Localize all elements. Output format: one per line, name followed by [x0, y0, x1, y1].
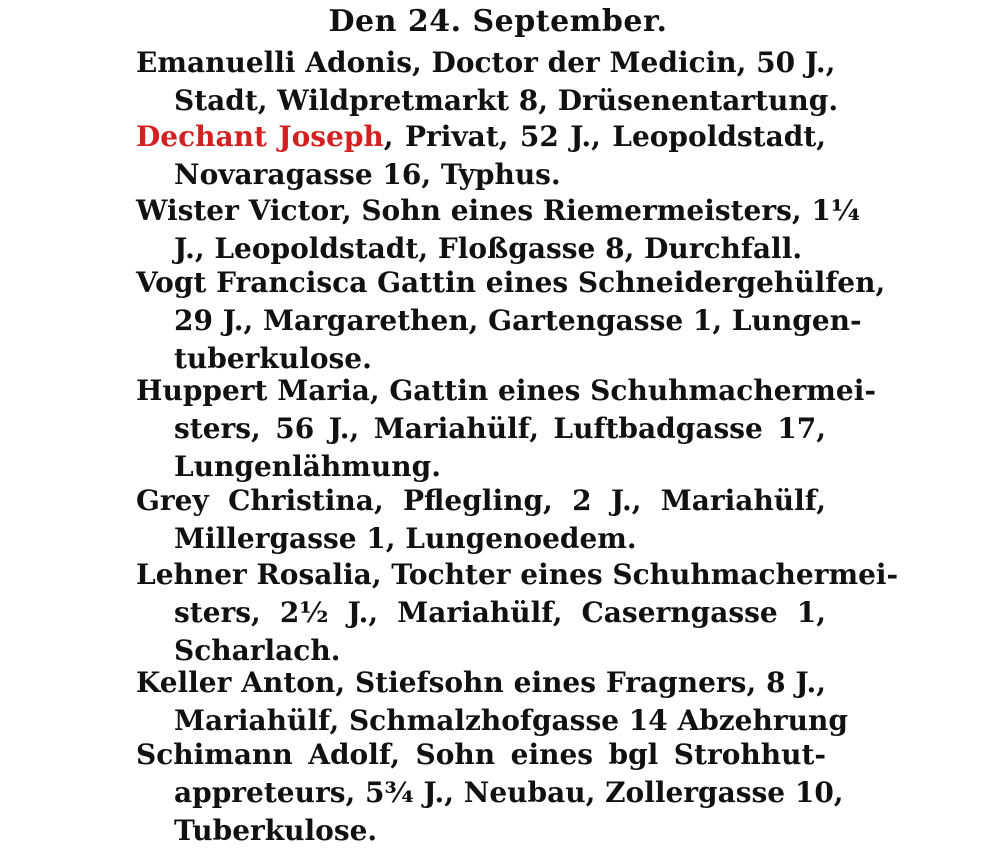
entry-line: Novaragasse 16, Typhus.	[174, 158, 561, 191]
death-record-entry	[136, 664, 848, 740]
entry-text: , Tochter eines Schuhmachermei-	[371, 558, 899, 591]
death-record-entry	[136, 264, 886, 378]
entry-line	[136, 556, 899, 594]
date-heading: Den 24. September.	[328, 4, 668, 39]
entry-text: , Pflegling, 2 J., Mariahülf,	[373, 484, 826, 517]
person-name: Huppert Maria	[136, 374, 370, 407]
entry-line: Millergasse 1, Lungenoedem.	[174, 522, 637, 555]
entry-line: sters, 56 J., Mariahülf, Luftbadgasse 17,	[174, 412, 826, 445]
entry-line: Stadt, Wildpretmarkt 8, Drüsenentartung.	[174, 84, 839, 117]
entry-line: 29 J., Margarethen, Gartengasse 1, Lungen-	[174, 304, 862, 337]
entry-text: , Sohn eines bgl Strohhut-	[390, 738, 826, 771]
entry-line	[136, 482, 826, 520]
entry-line	[136, 664, 826, 702]
death-record-entry	[136, 736, 844, 850]
person-name: Keller Anton	[136, 666, 336, 699]
entry-line	[136, 192, 861, 230]
entry-line: appreteurs, 5¾ J., Neubau, Zollergasse 10,	[174, 776, 844, 809]
entry-line	[136, 118, 826, 156]
person-name: Lehner Rosalia	[136, 558, 372, 591]
death-record-entry	[136, 44, 839, 120]
entry-line: Lungenlähmung.	[174, 450, 441, 483]
person-name: Schimann Adolf	[136, 738, 391, 771]
entry-line	[136, 264, 886, 302]
death-record-entry	[136, 482, 826, 558]
entry-text: , Privat, 52 J., Leopoldstadt,	[383, 120, 827, 153]
entry-text: , Stiefsohn eines Fragners, 8 J.,	[335, 666, 827, 699]
person-name: Wister Victor	[136, 194, 342, 227]
entry-line	[136, 736, 826, 774]
entry-line: tuberkulose.	[174, 342, 372, 375]
highlighted-person-name: Dechant Joseph	[136, 120, 384, 153]
entry-text: , Sohn eines Riemermeisters, 1¼	[341, 194, 861, 227]
death-record-entry	[136, 192, 861, 268]
person-name: Grey Christina	[136, 484, 374, 517]
death-record-entry	[136, 556, 899, 670]
entry-line: Tuberkulose.	[174, 814, 378, 847]
entry-line: sters, 2½ J., Mariahülf, Caserngasse 1,	[174, 596, 826, 629]
entry-line	[136, 44, 836, 82]
person-name: Vogt Francisca	[136, 266, 368, 299]
entry-text: , Doctor der Medicin, 50 J.,	[412, 46, 836, 79]
entry-text: , Gattin eines Schuhmachermei-	[369, 374, 876, 407]
entry-line: Scharlach.	[174, 634, 341, 667]
person-name: Emanuelli Adonis	[136, 46, 413, 79]
entry-text: Gattin eines Schneidergehülfen,	[367, 266, 886, 299]
death-record-entry	[136, 118, 826, 194]
entry-line: Mariahülf, Schmalzhofgasse 14 Abzehrung	[174, 704, 848, 737]
death-record-entry	[136, 372, 876, 486]
entry-line: J., Leopoldstadt, Floßgasse 8, Durchfall.	[174, 232, 803, 265]
entry-line	[136, 372, 876, 410]
